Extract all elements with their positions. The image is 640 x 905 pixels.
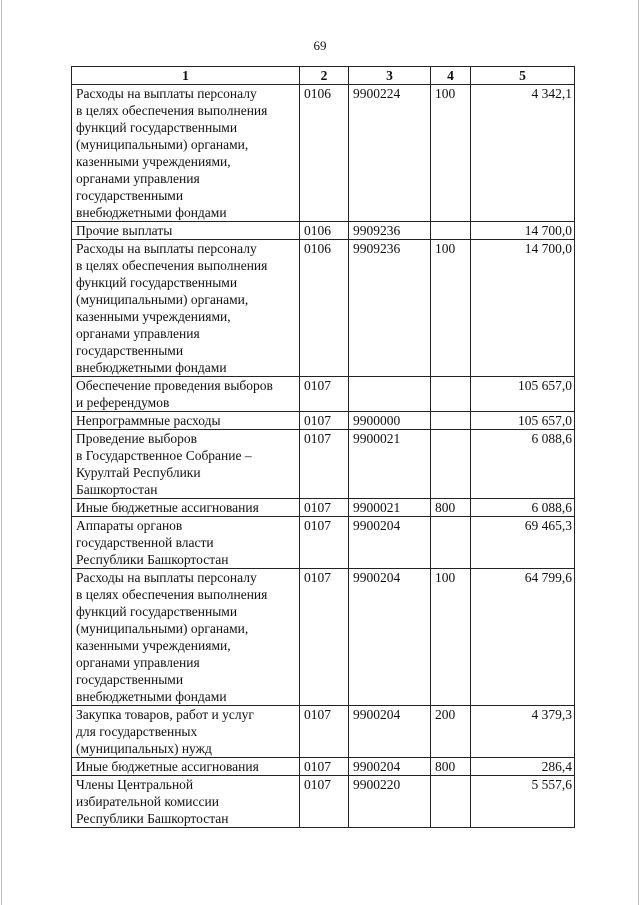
row-type-cell: 200 xyxy=(431,706,471,758)
table-row xyxy=(72,240,575,377)
row-name-line: Члены Центральной xyxy=(76,777,194,792)
row-type-cell xyxy=(431,517,471,569)
row-name-line: государственной власти xyxy=(76,535,214,550)
row-name-line: государственными xyxy=(76,188,184,203)
row-name-cell xyxy=(72,706,300,758)
row-name-line: Иные бюджетные ассигнования xyxy=(76,500,259,515)
row-name-line: в Государственное Собрание – xyxy=(76,448,252,463)
header-col-5: 5 xyxy=(471,67,575,85)
table-row xyxy=(72,706,575,758)
row-section-cell: 0107 xyxy=(300,569,349,706)
row-name-line: государственными xyxy=(76,343,184,358)
table-row xyxy=(72,499,575,517)
row-type-cell xyxy=(431,412,471,430)
row-name-line: Расходы на выплаты персоналу xyxy=(76,86,257,101)
row-section-cell: 0106 xyxy=(300,240,349,377)
row-code-cell: 9900204 xyxy=(349,758,431,776)
row-amount-cell: 14 700,0 xyxy=(471,222,575,240)
row-name-cell xyxy=(72,412,300,430)
row-type-cell: 800 xyxy=(431,499,471,517)
row-type-cell: 100 xyxy=(431,85,471,222)
table-row xyxy=(72,758,575,776)
row-name-line: функций государственными xyxy=(76,275,238,290)
table-row xyxy=(72,776,575,828)
row-type-cell: 100 xyxy=(431,569,471,706)
row-code-cell: 9900204 xyxy=(349,569,431,706)
row-name-line: казенными учреждениями, xyxy=(76,309,231,324)
row-amount-cell: 105 657,0 xyxy=(471,377,575,412)
row-code-cell: 9900000 xyxy=(349,412,431,430)
row-code-cell: 9900204 xyxy=(349,517,431,569)
row-amount-cell: 286,4 xyxy=(471,758,575,776)
row-section-cell: 0107 xyxy=(300,412,349,430)
row-name-line: казенными учреждениями, xyxy=(76,154,231,169)
row-type-cell xyxy=(431,377,471,412)
row-name-cell xyxy=(72,499,300,517)
row-name-line: Республики Башкортостан xyxy=(76,811,229,826)
table-row xyxy=(72,377,575,412)
row-code-cell: 9900021 xyxy=(349,499,431,517)
scan-edge-left xyxy=(1,0,2,905)
row-code-cell: 9909236 xyxy=(349,240,431,377)
row-type-cell xyxy=(431,776,471,828)
row-type-cell: 800 xyxy=(431,758,471,776)
row-name-line: в целях обеспечения выполнения xyxy=(76,258,268,273)
row-type-cell: 100 xyxy=(431,240,471,377)
row-name-cell xyxy=(72,430,300,499)
row-amount-cell: 6 088,6 xyxy=(471,499,575,517)
row-name-cell xyxy=(72,85,300,222)
row-amount-cell: 6 088,6 xyxy=(471,430,575,499)
row-name-cell xyxy=(72,517,300,569)
row-name-cell xyxy=(72,240,300,377)
row-amount-cell: 5 557,6 xyxy=(471,776,575,828)
row-code-cell: 9900224 xyxy=(349,85,431,222)
row-code-cell: 9909236 xyxy=(349,222,431,240)
row-name-line: Иные бюджетные ассигнования xyxy=(76,759,259,774)
row-name-cell xyxy=(72,377,300,412)
row-section-cell: 0107 xyxy=(300,517,349,569)
row-amount-cell: 69 465,3 xyxy=(471,517,575,569)
row-name-line: функций государственными xyxy=(76,604,238,619)
row-name-line: в целях обеспечения выполнения xyxy=(76,587,268,602)
row-name-line: внебюджетными фондами xyxy=(76,360,227,375)
header-row xyxy=(72,67,575,85)
row-name-line: внебюджетными фондами xyxy=(76,689,227,704)
table-row xyxy=(72,517,575,569)
row-name-line: Расходы на выплаты персоналу xyxy=(76,241,257,256)
table-body xyxy=(72,85,575,828)
row-section-cell: 0107 xyxy=(300,776,349,828)
header-col-2: 2 xyxy=(300,67,349,85)
row-name-line: внебюджетными фондами xyxy=(76,205,227,220)
row-code-cell: 9900220 xyxy=(349,776,431,828)
row-amount-cell: 105 657,0 xyxy=(471,412,575,430)
row-section-cell: 0107 xyxy=(300,430,349,499)
table-row xyxy=(72,569,575,706)
row-section-cell: 0107 xyxy=(300,758,349,776)
row-name-line: Непрограммные расходы xyxy=(76,413,221,428)
row-name-line: государственными xyxy=(76,672,184,687)
row-name-line: органами управления xyxy=(76,171,200,186)
table-row xyxy=(72,222,575,240)
header-col-3: 3 xyxy=(349,67,431,85)
row-name-line: (муниципальными) органами, xyxy=(76,137,249,152)
header-col-1: 1 xyxy=(72,67,300,85)
row-name-line: Республики Башкортостан xyxy=(76,552,229,567)
row-code-cell xyxy=(349,377,431,412)
row-name-cell xyxy=(72,776,300,828)
row-name-line: (муниципальных) нужд xyxy=(76,741,212,756)
row-name-line: (муниципальными) органами, xyxy=(76,621,249,636)
row-name-line: для государственных xyxy=(76,724,198,739)
header-col-4: 4 xyxy=(431,67,471,85)
row-name-cell xyxy=(72,222,300,240)
row-type-cell xyxy=(431,222,471,240)
row-amount-cell: 4 342,1 xyxy=(471,85,575,222)
row-name-line: Обеспечение проведения выборов xyxy=(76,378,273,393)
page-number: 69 xyxy=(313,38,327,53)
row-section-cell: 0106 xyxy=(300,222,349,240)
row-name-cell xyxy=(72,569,300,706)
row-section-cell: 0107 xyxy=(300,499,349,517)
row-name-line: в целях обеспечения выполнения xyxy=(76,103,268,118)
row-section-cell: 0107 xyxy=(300,377,349,412)
row-section-cell: 0106 xyxy=(300,85,349,222)
row-amount-cell: 64 799,6 xyxy=(471,569,575,706)
row-code-cell: 9900021 xyxy=(349,430,431,499)
row-name-line: Курултай Республики xyxy=(76,465,201,480)
table-row xyxy=(72,412,575,430)
row-name-line: Закупка товаров, работ и услуг xyxy=(76,707,254,722)
row-name-line: Расходы на выплаты персоналу xyxy=(76,570,257,585)
row-name-line: органами управления xyxy=(76,655,200,670)
table-row xyxy=(72,85,575,222)
row-section-cell: 0107 xyxy=(300,706,349,758)
budget-table xyxy=(71,66,575,828)
row-name-line: казенными учреждениями, xyxy=(76,638,231,653)
row-name-line: Аппараты органов xyxy=(76,518,183,533)
row-name-line: функций государственными xyxy=(76,120,238,135)
row-name-line: (муниципальными) органами, xyxy=(76,292,249,307)
row-name-cell xyxy=(72,758,300,776)
row-name-line: Проведение выборов xyxy=(76,431,197,446)
row-name-line: Башкортостан xyxy=(76,482,158,497)
row-name-line: и референдумов xyxy=(76,395,170,410)
table-row xyxy=(72,430,575,499)
row-amount-cell: 14 700,0 xyxy=(471,240,575,377)
row-name-line: Прочие выплаты xyxy=(76,223,173,238)
row-amount-cell: 4 379,3 xyxy=(471,706,575,758)
row-type-cell xyxy=(431,430,471,499)
row-code-cell: 9900204 xyxy=(349,706,431,758)
row-name-line: органами управления xyxy=(76,326,200,341)
row-name-line: избирательной комиссии xyxy=(76,794,219,809)
scan-edge-right xyxy=(638,0,639,905)
